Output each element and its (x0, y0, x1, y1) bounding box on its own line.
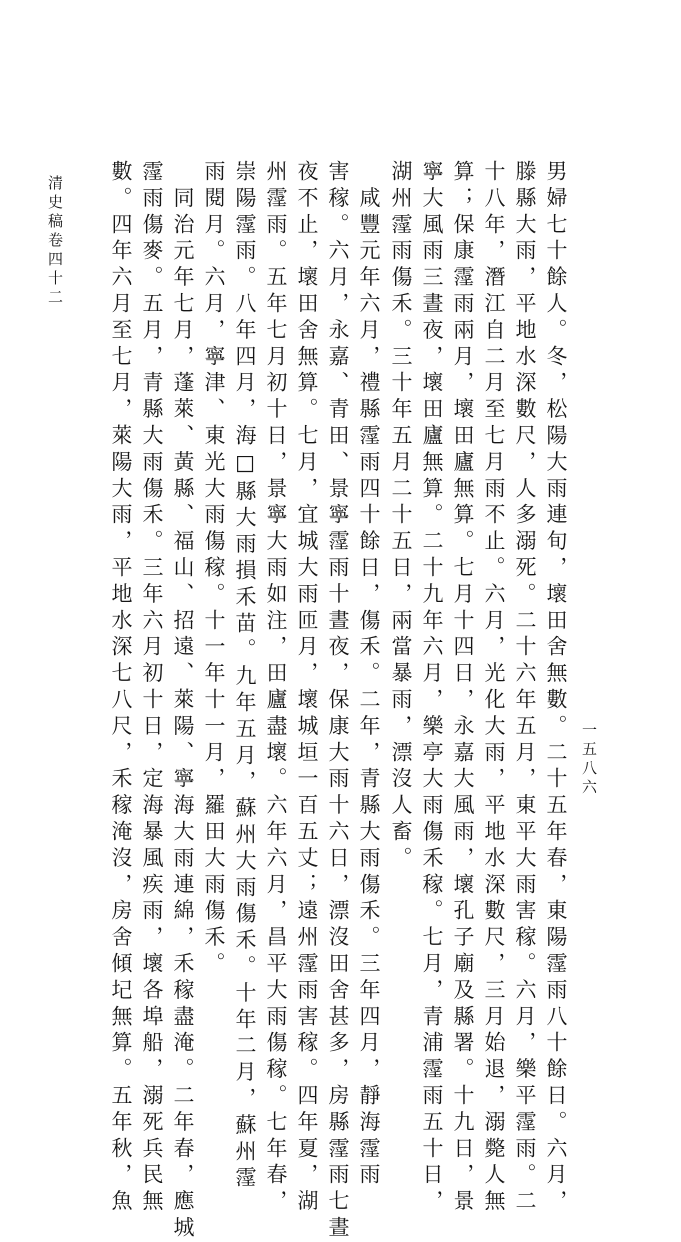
text-column-4: 算；保康霪雨兩月，壞田廬無算。七月十四日，永嘉大風雨，壞孔子廟及縣署。十九日，景 (451, 160, 475, 1216)
text-column-3: 十八年，潛江自二月至七月雨不止。六月，光化大雨，平地水深數尺，三月始退，溺斃人無 (482, 160, 506, 1216)
text-column-13: 同治元年七月，蓬萊、黃縣、福山、招遠、萊陽、寧海大雨連綿，禾稼盡淹。二年春，應城 (171, 160, 195, 1242)
text-column-2: 滕縣大雨，平地水深數尺，人多溺死。二十六年五月，東平大雨害稼。六月，樂平霪雨。二 (513, 160, 537, 1216)
text-column-5: 寧大風雨三晝夜，壞田廬無算。二十九年六月，樂亭大雨傷禾稼。七月，青浦霪雨五十日， (420, 160, 444, 1216)
text-column-15: 數。四年六月至七月，萊陽大雨，平地水深七八尺，禾稼淹沒，房舍傾圮無算。五年秋，魚 (109, 160, 133, 1216)
text-column-1: 男婦七十餘人。冬，松陽大雨連旬，壞田舍無數。二十五年春，東陽霪雨八十餘日。六月， (544, 160, 568, 1216)
text-column-12: 雨閱月。六月，寧津、東光大雨傷稼。十一年十一月，羅田大雨傷禾。 (202, 160, 226, 979)
book-title-header: 清史稿卷四十二 (46, 175, 64, 308)
text-column-10: 州霪雨。五年七月初十日，景寧大雨如注，田廬盡壞。六年六月，昌平大雨傷稼。七年春， (264, 160, 288, 1216)
text-column-6: 湖州霪雨傷禾。三十年五月二十五日，兩當暴雨，漂沒人畜。 (389, 160, 413, 873)
text-column-11: 崇陽霪雨。八年四月，海□縣大雨損禾苗。九年五月，蘇州大雨傷禾。十年二月，蘇州霪 (233, 160, 257, 1193)
text-column-8: 害稼。六月，永嘉、青田、景寧霪雨十晝夜，保康大雨十六日，漂沒田舍甚多，房縣霪雨七晝 (326, 160, 350, 1242)
page-number: 一五八六 (580, 722, 598, 798)
text-column-7: 咸豐元年六月，禮縣霪雨四十餘日，傷禾。二年，青縣大雨傷禾。三年四月，靜海霪雨 (357, 160, 381, 1190)
text-column-9: 夜不止，壞田舍無算。七月，宜城大雨匝月，壞城垣一百五丈；遠州霪雨害稼。四年夏，湖 (295, 160, 319, 1216)
text-column-14: 霪雨傷麥。五月，青縣大雨傷禾。三年六月初十日，定海暴風疾雨，壞各埠船，溺死兵民無 (140, 160, 164, 1216)
